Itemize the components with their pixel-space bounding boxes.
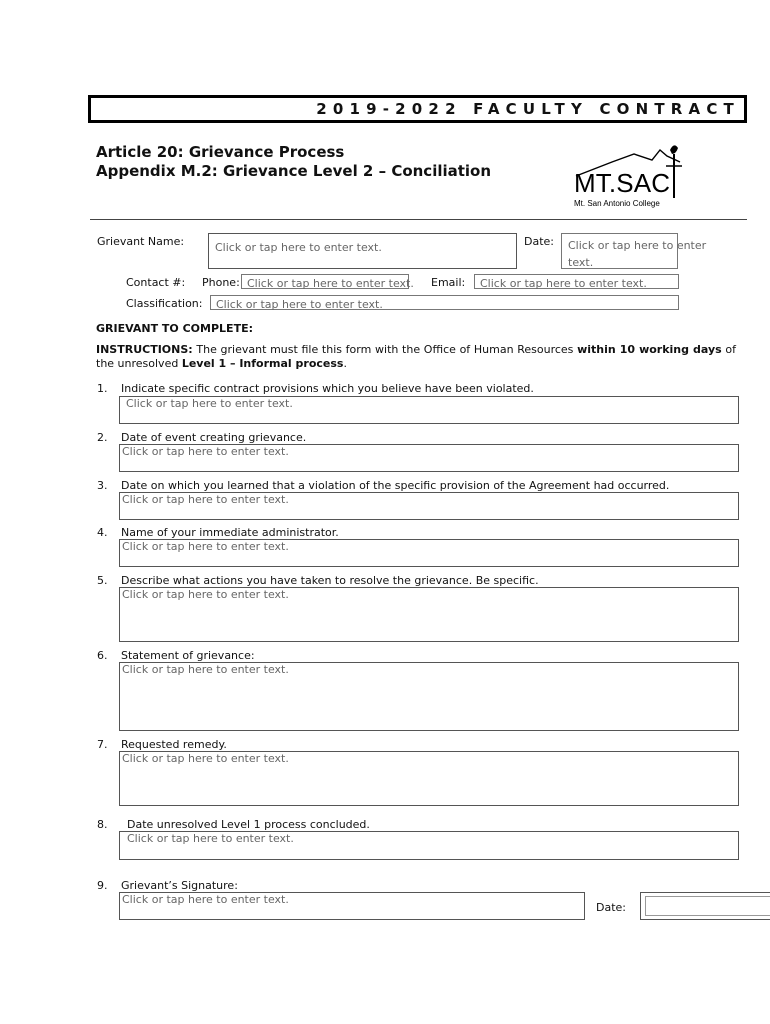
classification-field[interactable] (210, 295, 679, 310)
question-1: 1. Indicate specific contract provisions which you believe have been violated. (97, 382, 534, 395)
classification-placeholder: Click or tap here to enter text. (216, 298, 383, 311)
grievant-name-placeholder: Click or tap here to enter text. (215, 241, 382, 254)
question-3: 3. Date on which you learned that a violation of the specific provision of the Agreement had occurred. (97, 479, 670, 492)
answer-field-6[interactable]: Click or tap here to enter text. (119, 662, 739, 731)
signature-date-field[interactable] (640, 892, 770, 920)
email-label: Email: (431, 276, 466, 289)
question-8: 8. Date unresolved Level 1 process concluded. (97, 818, 370, 831)
instructions-text-1: The grievant must file this form with the Office of Human Resources (192, 343, 578, 356)
phone-placeholder: Click or tap here to enter text. (247, 277, 414, 290)
signature-date-label: Date: (596, 901, 626, 914)
logo-wordmark: MT.SAC (574, 168, 670, 198)
date-placeholder-1: Click or tap here to enter (568, 239, 707, 252)
logo-subtext: Mt. San Antonio College (574, 199, 660, 208)
question-2: 2. Date of event creating grievance. (97, 431, 307, 444)
instructions-level: Level 1 – Informal process (181, 357, 344, 370)
instructions-label: INSTRUCTIONS: (96, 343, 193, 356)
instructions-text-2: of the unresolved (96, 343, 736, 370)
appendix-title: Appendix M.2: Grievance Level 2 – Conciliation (96, 162, 492, 180)
signature-date-inner (645, 896, 770, 916)
mt-sac-logo (572, 140, 692, 212)
answer-field-4[interactable]: Click or tap here to enter text. (119, 539, 739, 567)
question-4: 4. Name of your immediate administrator. (97, 526, 339, 539)
email-placeholder: Click or tap here to enter text. (480, 277, 647, 290)
classification-label: Classification: (126, 297, 203, 310)
article-title: Article 20: Grievance Process (96, 143, 345, 161)
grievant-name-field[interactable] (208, 233, 517, 269)
contact-label: Contact #: (126, 276, 186, 289)
date-field[interactable] (561, 233, 707, 269)
answer-field-1[interactable]: Click or tap here to enter text. (119, 396, 739, 424)
phone-field[interactable] (241, 274, 414, 290)
question-7: 7. Requested remedy. (97, 738, 227, 751)
instructions-deadline: within 10 working days (577, 343, 722, 356)
answer-field-7[interactable]: Click or tap here to enter text. (119, 751, 739, 806)
grievant-name-label: Grievant Name: (97, 235, 185, 248)
answer-field-5[interactable]: Click or tap here to enter text. (119, 587, 739, 642)
instructions (96, 343, 736, 371)
answer-field-2[interactable]: Click or tap here to enter text. (119, 444, 739, 472)
question-9: 9. Grievant’s Signature: (97, 879, 238, 892)
question-5: 5. Describe what actions you have taken to resolve the grievance. Be specific. (97, 574, 539, 587)
signature-field[interactable]: Click or tap here to enter text. (119, 892, 585, 920)
answer-field-8[interactable]: Click or tap here to enter text. (119, 831, 739, 860)
contract-banner (88, 95, 747, 123)
answer-field-3[interactable]: Click or tap here to enter text. (119, 492, 739, 520)
question-6: 6. Statement of grievance: (97, 649, 255, 662)
date-label: Date: (524, 235, 554, 248)
banner-title: 2019-2022 FACULTY CONTRACT (316, 100, 740, 118)
section-heading: GRIEVANT TO COMPLETE: (96, 322, 253, 335)
header-divider (90, 219, 747, 220)
instructions-text-3: . (343, 357, 347, 370)
phone-label: Phone: (202, 276, 240, 289)
date-placeholder-2: text. (568, 256, 594, 269)
email-field[interactable] (474, 274, 679, 289)
